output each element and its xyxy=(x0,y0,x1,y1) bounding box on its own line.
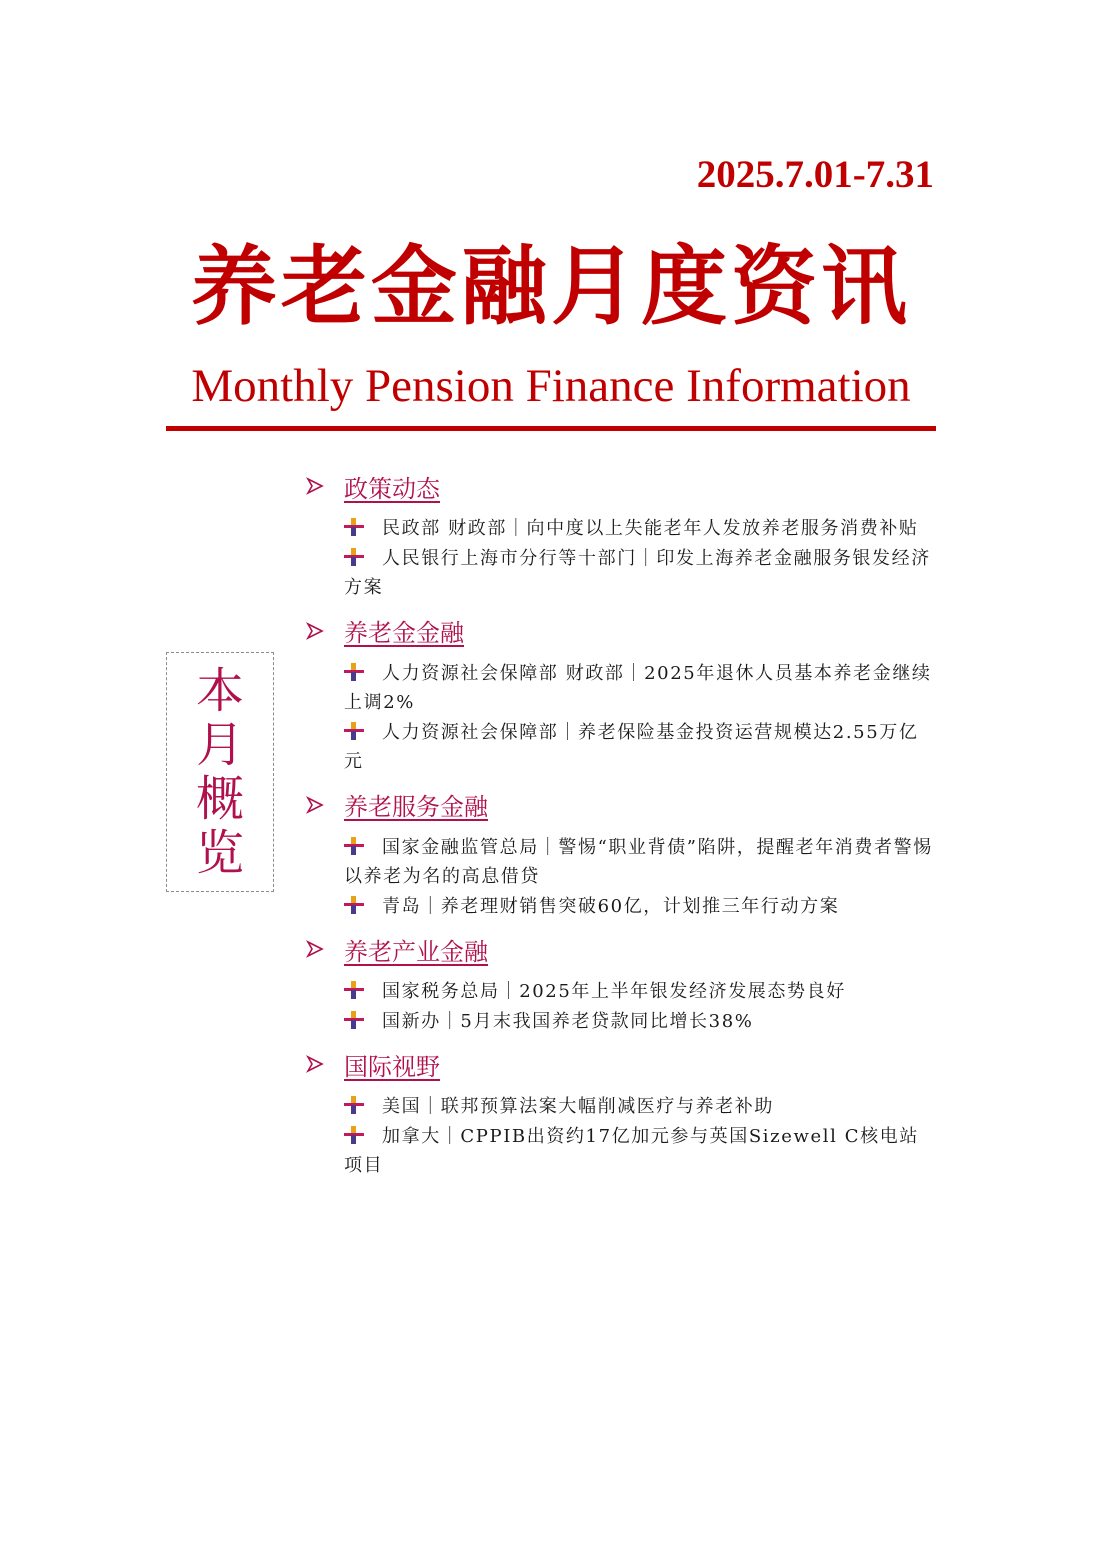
page-subtitle: Monthly Pension Finance Information xyxy=(191,360,911,412)
list-item-text: 国家税务总局｜2025年上半年银发经济发展态势良好 xyxy=(382,981,846,1002)
overview-char: 概 xyxy=(195,771,244,827)
chevron-arrow-icon xyxy=(304,794,326,816)
cross-bullet-icon xyxy=(344,1096,364,1114)
cross-bullet-icon xyxy=(344,981,364,999)
list-item-text: 民政部 财政部｜向中度以上失能老年人发放养老服务消费补贴 xyxy=(382,518,919,539)
list-item[interactable] xyxy=(344,1122,934,1181)
page-title: 养老金融月度资讯 xyxy=(191,236,911,337)
cross-bullet-icon xyxy=(344,548,364,566)
cross-bullet-icon xyxy=(344,837,364,855)
section-items xyxy=(304,1092,934,1181)
chevron-arrow-icon xyxy=(304,938,326,960)
section-title[interactable]: 政策动态 xyxy=(344,474,440,503)
list-item-text: 国新办｜5月末我国养老贷款同比增长38% xyxy=(382,1010,754,1032)
section-title[interactable]: 养老金金融 xyxy=(344,619,464,647)
list-item[interactable] xyxy=(344,977,934,1007)
overview-char: 本 xyxy=(195,663,244,719)
title-divider xyxy=(166,426,936,431)
overview-char: 月 xyxy=(195,717,244,773)
list-item[interactable] xyxy=(344,718,934,777)
list-item[interactable] xyxy=(344,659,934,718)
list-item-text: 人民银行上海市分行等十部门｜印发上海养老金融服务银发经济方案 xyxy=(344,547,931,598)
list-item-text: 美国｜联邦预算法案大幅削减医疗与养老补助 xyxy=(382,1096,774,1117)
list-item-text: 青岛｜养老理财销售突破60亿，计划推三年行动方案 xyxy=(382,895,840,917)
list-item-text: 人力资源社会保障部 财政部｜2025年退休人员基本养老金继续上调2% xyxy=(344,662,932,713)
list-item-text: 国家金融监管总局｜警惕“职业背债”陷阱，提醒老年消费者警惕以养老为名的高息借贷 xyxy=(344,836,933,887)
section-elderly-industry-finance xyxy=(304,929,934,1036)
cross-bullet-icon xyxy=(344,663,364,681)
section-title[interactable]: 国际视野 xyxy=(344,1052,440,1081)
contents-list xyxy=(304,466,934,1189)
cross-bullet-icon xyxy=(344,896,364,914)
cross-bullet-icon xyxy=(344,518,364,536)
section-items xyxy=(304,659,934,777)
section-title[interactable]: 养老产业金融 xyxy=(344,937,488,966)
list-item[interactable] xyxy=(344,833,934,892)
section-title[interactable]: 养老服务金融 xyxy=(344,793,488,821)
list-item-text: 加拿大｜CPPIB出资约17亿加元参与英国Sizewell C核电站项目 xyxy=(344,1125,919,1176)
monthly-overview-label xyxy=(166,652,274,892)
list-item[interactable] xyxy=(344,544,934,603)
section-heading xyxy=(304,929,934,969)
section-heading xyxy=(304,1044,934,1084)
list-item[interactable] xyxy=(344,514,934,544)
date-range: 2025.7.01-7.31 xyxy=(696,153,934,196)
chevron-arrow-icon xyxy=(304,475,326,497)
section-heading xyxy=(304,611,934,651)
section-items xyxy=(304,833,934,922)
list-item[interactable] xyxy=(344,1092,934,1122)
section-heading xyxy=(304,466,934,506)
overview-char: 览 xyxy=(195,825,244,881)
section-international xyxy=(304,1044,934,1181)
list-item-text: 人力资源社会保障部｜养老保险基金投资运营规模达2.55万亿元 xyxy=(344,721,919,772)
section-elderly-service-finance xyxy=(304,785,934,922)
list-item[interactable] xyxy=(344,1007,934,1037)
list-item[interactable] xyxy=(344,892,934,922)
cross-bullet-icon xyxy=(344,722,364,740)
section-policy xyxy=(304,466,934,603)
section-pension-fund xyxy=(304,611,934,777)
cross-bullet-icon xyxy=(344,1011,364,1029)
chevron-arrow-icon xyxy=(304,1053,326,1075)
section-items xyxy=(304,514,934,603)
section-heading xyxy=(304,785,934,825)
chevron-arrow-icon xyxy=(304,620,326,642)
cross-bullet-icon xyxy=(344,1126,364,1144)
section-items xyxy=(304,977,934,1036)
